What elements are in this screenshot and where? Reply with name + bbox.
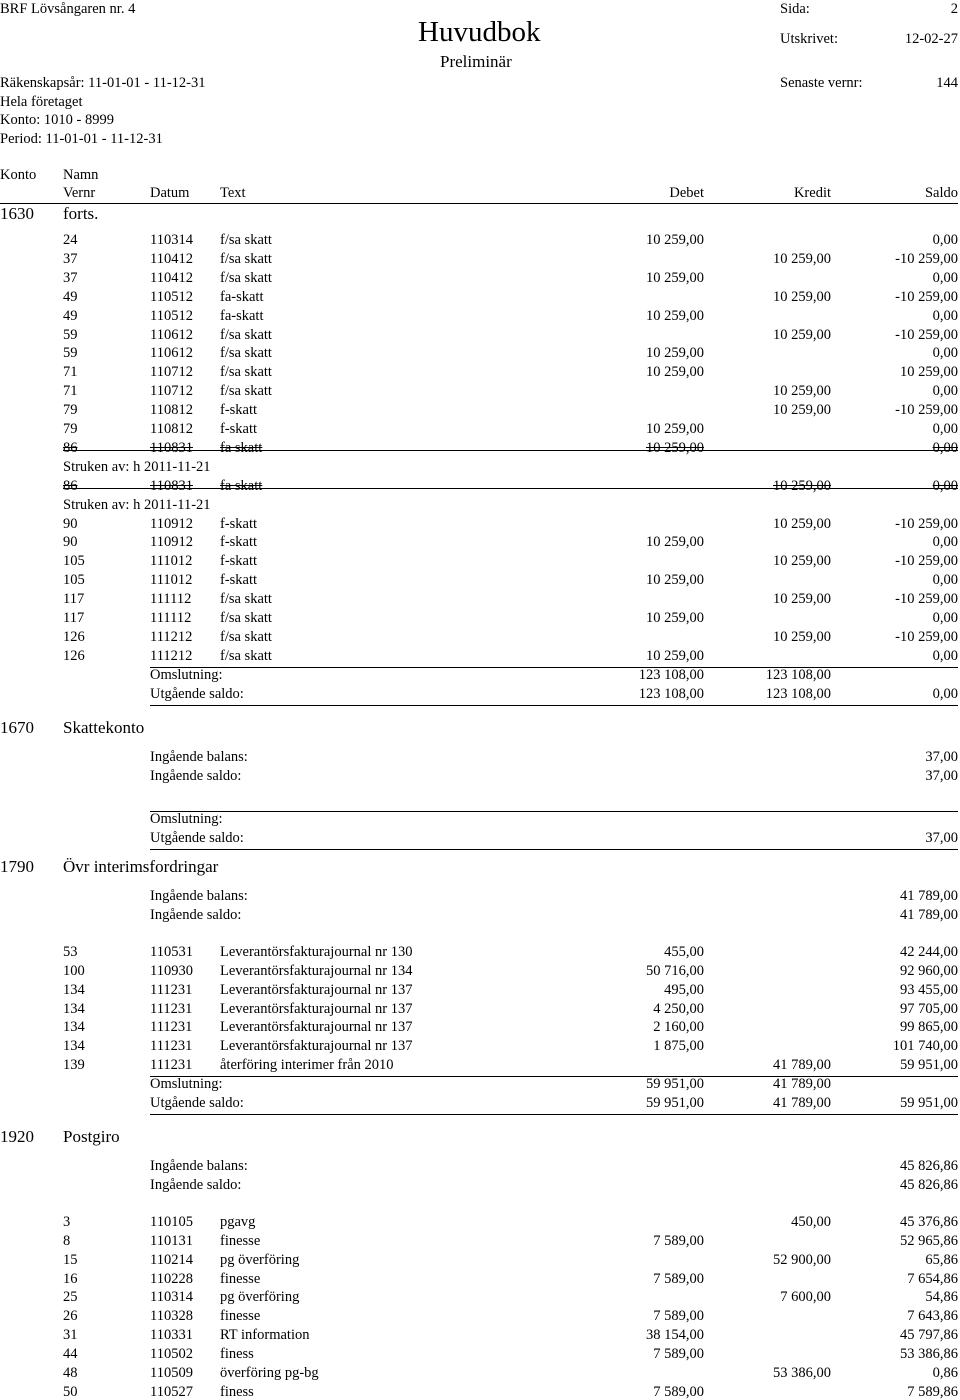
page-number: 2 bbox=[950, 1, 958, 17]
account-number: 1630 bbox=[0, 204, 34, 223]
row-text: f/sa skatt bbox=[220, 647, 272, 664]
opening-saldo-value: 45 826,86 bbox=[900, 1176, 958, 1193]
row-date: 110930 bbox=[150, 962, 193, 979]
closing-balance: 59 951,00 bbox=[900, 1095, 958, 1111]
row-balance: 65,86 bbox=[925, 1251, 958, 1268]
row-balance: 93 455,00 bbox=[900, 981, 958, 998]
row-balance: -10 259,00 bbox=[895, 515, 958, 532]
printed-date: 12-02-27 bbox=[904, 31, 958, 47]
opening-saldo-label: Ingående saldo: bbox=[150, 767, 242, 784]
row-text: f/sa skatt bbox=[220, 250, 272, 267]
row-date: 110831 bbox=[150, 439, 193, 456]
row-debit: 7 589,00 bbox=[653, 1270, 704, 1287]
row-vernr: 48 bbox=[63, 1365, 78, 1381]
row-balance: -10 259,00 bbox=[895, 288, 958, 305]
account-number: 1790 bbox=[0, 857, 34, 876]
row-text: Leverantörsfakturajournal nr 137 bbox=[220, 1019, 413, 1036]
row-credit: 7 600,00 bbox=[780, 1289, 831, 1306]
account-name: Postgiro bbox=[63, 1127, 120, 1146]
row-credit: 10 259,00 bbox=[773, 477, 831, 494]
header-divider bbox=[0, 203, 958, 204]
row-date: 110214 bbox=[150, 1251, 193, 1268]
row-balance: 0,00 bbox=[932, 572, 958, 589]
row-text: f-skatt bbox=[220, 534, 258, 551]
row-balance: 0,00 bbox=[932, 610, 958, 626]
row-debit: 10 259,00 bbox=[646, 647, 704, 664]
account-number: 1920 bbox=[0, 1127, 34, 1146]
row-vernr: 31 bbox=[63, 1327, 78, 1344]
row-vernr: 134 bbox=[63, 1019, 85, 1036]
row-credit: 10 259,00 bbox=[773, 591, 831, 608]
account-range: Konto: 1010 - 8999 bbox=[0, 112, 114, 128]
col-namn: Namn bbox=[63, 167, 99, 183]
row-text: f/sa skatt bbox=[220, 383, 272, 400]
row-balance: 53 386,86 bbox=[900, 1346, 958, 1363]
row-debit: 10 259,00 bbox=[646, 439, 704, 456]
closing-balance: 0,00 bbox=[932, 685, 958, 702]
row-text: återföring interimer från 2010 bbox=[220, 1057, 394, 1074]
row-date: 110412 bbox=[150, 269, 193, 286]
row-text: finesse bbox=[220, 1270, 261, 1287]
row-date: 110509 bbox=[150, 1365, 193, 1381]
col-text: Text bbox=[220, 185, 246, 201]
row-debit: 10 259,00 bbox=[646, 307, 704, 324]
row-balance: 0,00 bbox=[932, 534, 958, 551]
row-text: f-skatt bbox=[220, 402, 258, 419]
turnover-rule bbox=[150, 811, 958, 812]
row-credit: 10 259,00 bbox=[773, 402, 831, 419]
row-credit: 52 900,00 bbox=[773, 1251, 831, 1268]
row-date: 110712 bbox=[150, 383, 193, 400]
row-text: finess bbox=[220, 1383, 254, 1400]
row-text: Leverantörsfakturajournal nr 130 bbox=[220, 943, 413, 960]
row-balance: 0,00 bbox=[932, 421, 958, 437]
row-credit: 450,00 bbox=[791, 1213, 831, 1230]
row-text: f/sa skatt bbox=[220, 591, 272, 608]
strike-note: Struken av: h 2011-11-21 bbox=[63, 458, 211, 475]
row-date: 110131 bbox=[150, 1232, 193, 1249]
row-date: 111231 bbox=[150, 981, 193, 998]
row-date: 111231 bbox=[150, 1038, 193, 1055]
account-number: 1670 bbox=[0, 718, 34, 737]
row-credit: 41 789,00 bbox=[773, 1057, 831, 1074]
closing-rule bbox=[150, 849, 958, 850]
row-debit: 38 154,00 bbox=[646, 1327, 704, 1344]
row-debit: 10 259,00 bbox=[646, 364, 704, 381]
row-balance: 10 259,00 bbox=[900, 364, 958, 381]
col-saldo: Saldo bbox=[924, 185, 958, 201]
row-credit: 53 386,00 bbox=[773, 1365, 831, 1381]
opening-balance-label: Ingående balans: bbox=[150, 749, 248, 765]
row-vernr: 53 bbox=[63, 943, 78, 960]
last-vernr-value: 144 bbox=[936, 75, 958, 91]
opening-saldo-label: Ingående saldo: bbox=[150, 906, 242, 923]
row-debit: 455,00 bbox=[664, 943, 704, 960]
row-balance: 0,00 bbox=[932, 439, 958, 456]
row-vernr: 24 bbox=[63, 232, 78, 248]
row-text: f/sa skatt bbox=[220, 232, 272, 248]
row-balance: -10 259,00 bbox=[895, 553, 958, 570]
row-debit: 4 250,00 bbox=[653, 1000, 704, 1017]
row-text: fa skatt bbox=[220, 477, 263, 494]
row-vernr: 105 bbox=[63, 572, 85, 589]
turnover-rule bbox=[150, 667, 958, 668]
printed-label: Utskrivet: bbox=[780, 31, 838, 47]
row-debit: 2 160,00 bbox=[653, 1019, 704, 1036]
row-balance: 45 376,86 bbox=[900, 1213, 958, 1230]
row-debit: 495,00 bbox=[664, 981, 704, 998]
row-date: 111112 bbox=[150, 610, 192, 626]
row-debit: 7 589,00 bbox=[653, 1232, 704, 1249]
row-vernr: 50 bbox=[63, 1383, 78, 1400]
row-balance: 0,86 bbox=[932, 1365, 958, 1381]
row-date: 110831 bbox=[150, 477, 193, 494]
opening-saldo-value: 41 789,00 bbox=[900, 906, 958, 923]
row-balance: 92 960,00 bbox=[900, 962, 958, 979]
last-vernr-label: Senaste vernr: bbox=[780, 75, 863, 91]
row-balance: 45 797,86 bbox=[900, 1327, 958, 1344]
turnover-debit: 123 108,00 bbox=[638, 666, 704, 683]
row-text: fa-skatt bbox=[220, 288, 264, 305]
row-text: f/sa skatt bbox=[220, 326, 272, 343]
row-vernr: 126 bbox=[63, 647, 85, 664]
row-date: 110314 bbox=[150, 1289, 193, 1306]
turnover-rule bbox=[150, 1076, 958, 1077]
row-debit: 10 259,00 bbox=[646, 610, 704, 626]
row-credit: 10 259,00 bbox=[773, 288, 831, 305]
row-vernr: 16 bbox=[63, 1270, 78, 1287]
row-vernr: 134 bbox=[63, 981, 85, 998]
row-text: finesse bbox=[220, 1232, 261, 1249]
row-text: fa skatt bbox=[220, 439, 263, 456]
row-balance: 7 654,86 bbox=[907, 1270, 958, 1287]
company-name: BRF Lövsångaren nr. 4 bbox=[0, 1, 136, 17]
opening-balance-value: 45 826,86 bbox=[900, 1158, 958, 1174]
row-text: Leverantörsfakturajournal nr 137 bbox=[220, 981, 413, 998]
row-balance: 99 865,00 bbox=[900, 1019, 958, 1036]
account-name: Skattekonto bbox=[63, 718, 145, 737]
row-date: 111231 bbox=[150, 1019, 193, 1036]
closing-label: Utgående saldo: bbox=[150, 1095, 244, 1111]
row-date: 110612 bbox=[150, 326, 193, 343]
row-balance: 101 740,00 bbox=[892, 1038, 958, 1055]
row-text: f/sa skatt bbox=[220, 269, 272, 286]
row-date: 111212 bbox=[150, 628, 193, 645]
row-date: 110912 bbox=[150, 534, 193, 551]
row-balance: -10 259,00 bbox=[895, 402, 958, 419]
row-date: 110812 bbox=[150, 402, 193, 419]
row-balance: 54,86 bbox=[925, 1289, 958, 1306]
row-date: 110105 bbox=[150, 1213, 193, 1230]
row-vernr: 79 bbox=[63, 421, 78, 437]
col-vernr: Vernr bbox=[63, 185, 96, 201]
row-credit: 10 259,00 bbox=[773, 515, 831, 532]
account-name: forts. bbox=[63, 204, 99, 223]
row-date: 110314 bbox=[150, 232, 193, 248]
row-vernr: 49 bbox=[63, 288, 78, 305]
row-date: 110531 bbox=[150, 943, 193, 960]
strike-note: Struken av: h 2011-11-21 bbox=[63, 496, 211, 513]
col-debet: Debet bbox=[669, 185, 704, 201]
row-credit: 10 259,00 bbox=[773, 628, 831, 645]
page-label: Sida: bbox=[780, 1, 810, 17]
row-debit: 7 589,00 bbox=[653, 1346, 704, 1363]
col-datum: Datum bbox=[150, 185, 190, 201]
turnover-label: Omslutning: bbox=[150, 666, 223, 683]
turnover-label: Omslutning: bbox=[150, 810, 223, 827]
row-text: finesse bbox=[220, 1308, 261, 1325]
row-vernr: 117 bbox=[63, 610, 85, 626]
row-debit: 10 259,00 bbox=[646, 232, 704, 248]
row-vernr: 134 bbox=[63, 1000, 85, 1017]
closing-credit: 123 108,00 bbox=[765, 685, 831, 702]
row-date: 111231 bbox=[150, 1057, 193, 1074]
row-text: fa-skatt bbox=[220, 307, 264, 324]
strike-line bbox=[63, 488, 958, 489]
row-balance: 7 589,86 bbox=[907, 1383, 958, 1400]
row-date: 110612 bbox=[150, 345, 193, 362]
closing-debit: 59 951,00 bbox=[646, 1095, 704, 1111]
row-date: 110527 bbox=[150, 1383, 193, 1400]
row-debit: 10 259,00 bbox=[646, 421, 704, 437]
row-text: f-skatt bbox=[220, 553, 258, 570]
row-balance: 0,00 bbox=[932, 307, 958, 324]
row-balance: 0,00 bbox=[932, 647, 958, 664]
opening-saldo-label: Ingående saldo: bbox=[150, 1176, 242, 1193]
row-balance: -10 259,00 bbox=[895, 628, 958, 645]
row-debit: 10 259,00 bbox=[646, 269, 704, 286]
row-date: 110812 bbox=[150, 421, 193, 437]
row-vernr: 71 bbox=[63, 364, 78, 381]
row-balance: 0,00 bbox=[932, 477, 958, 494]
col-kredit: Kredit bbox=[793, 185, 831, 201]
row-vernr: 86 bbox=[63, 439, 78, 456]
closing-rule bbox=[150, 705, 958, 706]
row-vernr: 8 bbox=[63, 1232, 71, 1249]
row-text: f/sa skatt bbox=[220, 610, 272, 626]
row-balance: 97 705,00 bbox=[900, 1000, 958, 1017]
row-text: Leverantörsfakturajournal nr 137 bbox=[220, 1000, 413, 1017]
row-vernr: 139 bbox=[63, 1057, 85, 1074]
opening-balance-value: 37,00 bbox=[925, 749, 958, 765]
row-text: pg överföring bbox=[220, 1289, 300, 1306]
row-date: 111112 bbox=[150, 591, 192, 608]
scope: Hela företaget bbox=[0, 94, 83, 110]
report-title: Huvudbok bbox=[418, 16, 541, 48]
row-text: f/sa skatt bbox=[220, 628, 272, 645]
row-balance: -10 259,00 bbox=[895, 591, 958, 608]
opening-saldo-value: 37,00 bbox=[925, 767, 958, 784]
row-vernr: 25 bbox=[63, 1289, 78, 1306]
report-subtitle: Preliminär bbox=[440, 52, 512, 71]
row-text: f/sa skatt bbox=[220, 345, 272, 362]
row-date: 111212 bbox=[150, 647, 193, 664]
row-date: 110331 bbox=[150, 1327, 193, 1344]
account-name: Övr interimsfordringar bbox=[63, 857, 219, 876]
fiscal-year: Räkenskapsår: 11-01-01 - 11-12-31 bbox=[0, 75, 206, 91]
row-vernr: 100 bbox=[63, 962, 85, 979]
row-debit: 50 716,00 bbox=[646, 962, 704, 979]
row-vernr: 59 bbox=[63, 345, 78, 362]
row-date: 110712 bbox=[150, 364, 193, 381]
turnover-credit: 41 789,00 bbox=[773, 1076, 831, 1093]
closing-debit: 123 108,00 bbox=[638, 685, 704, 702]
row-balance: 42 244,00 bbox=[900, 943, 958, 960]
row-text: RT information bbox=[220, 1327, 310, 1344]
row-date: 111012 bbox=[150, 553, 193, 570]
row-vernr: 79 bbox=[63, 402, 78, 419]
period: Period: 11-01-01 - 11-12-31 bbox=[0, 131, 163, 147]
row-balance: 0,00 bbox=[932, 269, 958, 286]
row-balance: -10 259,00 bbox=[895, 250, 958, 267]
row-debit: 7 589,00 bbox=[653, 1383, 704, 1400]
turnover-credit: 123 108,00 bbox=[765, 666, 831, 683]
row-vernr: 26 bbox=[63, 1308, 78, 1325]
row-vernr: 44 bbox=[63, 1346, 78, 1363]
closing-balance: 37,00 bbox=[925, 829, 958, 846]
row-date: 110502 bbox=[150, 1346, 193, 1363]
row-debit: 10 259,00 bbox=[646, 345, 704, 362]
turnover-debit: 59 951,00 bbox=[646, 1076, 704, 1093]
row-credit: 10 259,00 bbox=[773, 383, 831, 400]
row-balance: 59 951,00 bbox=[900, 1057, 958, 1074]
row-vernr: 117 bbox=[63, 591, 85, 608]
row-vernr: 3 bbox=[63, 1213, 71, 1230]
row-balance: 0,00 bbox=[932, 345, 958, 362]
row-debit: 10 259,00 bbox=[646, 534, 704, 551]
row-text: pgavg bbox=[220, 1213, 256, 1230]
row-text: överföring pg-bg bbox=[220, 1365, 319, 1381]
opening-balance-label: Ingående balans: bbox=[150, 888, 248, 904]
strike-line bbox=[63, 450, 958, 451]
row-vernr: 90 bbox=[63, 515, 78, 532]
row-vernr: 49 bbox=[63, 307, 78, 324]
row-date: 110512 bbox=[150, 288, 193, 305]
row-text: f-skatt bbox=[220, 515, 258, 532]
row-text: f/sa skatt bbox=[220, 364, 272, 381]
closing-credit: 41 789,00 bbox=[773, 1095, 831, 1111]
row-date: 110412 bbox=[150, 250, 193, 267]
row-credit: 10 259,00 bbox=[773, 553, 831, 570]
row-vernr: 15 bbox=[63, 1251, 78, 1268]
row-text: finess bbox=[220, 1346, 254, 1363]
row-text: f-skatt bbox=[220, 572, 258, 589]
row-date: 110512 bbox=[150, 307, 193, 324]
row-vernr: 134 bbox=[63, 1038, 85, 1055]
col-konto: Konto bbox=[0, 167, 37, 183]
row-debit: 10 259,00 bbox=[646, 572, 704, 589]
row-vernr: 126 bbox=[63, 628, 85, 645]
row-balance: -10 259,00 bbox=[895, 326, 958, 343]
opening-balance-label: Ingående balans: bbox=[150, 1158, 248, 1174]
turnover-label: Omslutning: bbox=[150, 1076, 223, 1093]
row-balance: 7 643,86 bbox=[907, 1308, 958, 1325]
row-text: Leverantörsfakturajournal nr 134 bbox=[220, 962, 413, 979]
row-text: Leverantörsfakturajournal nr 137 bbox=[220, 1038, 413, 1055]
row-balance: 0,00 bbox=[932, 383, 958, 400]
row-text: f-skatt bbox=[220, 421, 258, 437]
row-vernr: 71 bbox=[63, 383, 78, 400]
row-date: 111012 bbox=[150, 572, 193, 589]
row-date: 110912 bbox=[150, 515, 193, 532]
row-date: 111231 bbox=[150, 1000, 193, 1017]
opening-balance-value: 41 789,00 bbox=[900, 888, 958, 904]
row-vernr: 37 bbox=[63, 269, 78, 286]
row-date: 110228 bbox=[150, 1270, 193, 1287]
row-balance: 52 965,86 bbox=[900, 1232, 958, 1249]
row-debit: 7 589,00 bbox=[653, 1308, 704, 1325]
row-text: pg överföring bbox=[220, 1251, 300, 1268]
closing-rule bbox=[150, 1114, 958, 1115]
closing-label: Utgående saldo: bbox=[150, 829, 244, 846]
row-vernr: 86 bbox=[63, 477, 78, 494]
row-vernr: 90 bbox=[63, 534, 78, 551]
row-credit: 10 259,00 bbox=[773, 250, 831, 267]
row-debit: 1 875,00 bbox=[653, 1038, 704, 1055]
row-credit: 10 259,00 bbox=[773, 326, 831, 343]
row-vernr: 37 bbox=[63, 250, 78, 267]
closing-label: Utgående saldo: bbox=[150, 685, 244, 702]
row-balance: 0,00 bbox=[932, 232, 958, 248]
row-vernr: 59 bbox=[63, 326, 78, 343]
row-date: 110328 bbox=[150, 1308, 193, 1325]
row-vernr: 105 bbox=[63, 553, 85, 570]
